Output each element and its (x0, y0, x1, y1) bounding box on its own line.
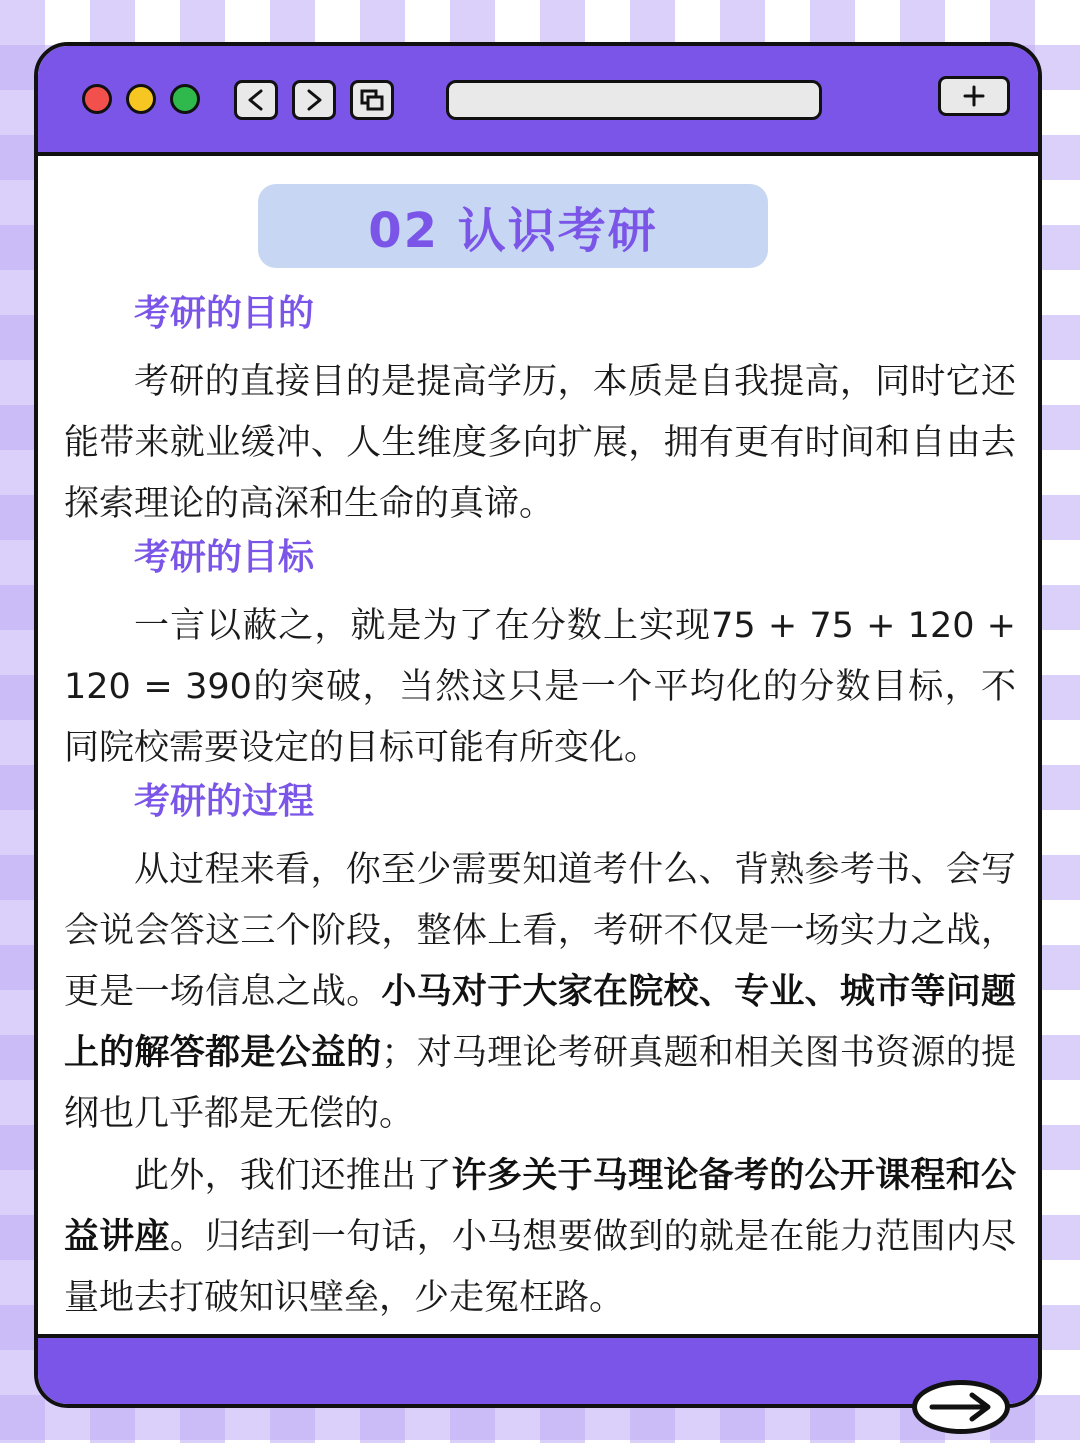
minimize-window-dot[interactable] (126, 84, 156, 114)
browser-window (34, 42, 1042, 1408)
section-heading-purpose: 考研的目的 (134, 293, 315, 334)
plus-icon (962, 84, 986, 108)
paragraph-text: 从过程来看，你至少需要知道考什么、背熟参考书、会写会说会答这三个阶段，整体上看，考研不仅是一场实力之战，更是一场信息之战。 (64, 850, 1016, 1012)
chevron-left-icon (245, 88, 267, 112)
section-paragraph (64, 840, 1016, 1145)
next-page-button[interactable] (912, 1380, 1010, 1434)
page-title: 02 认识考研 (258, 184, 768, 268)
new-tab-button[interactable] (938, 76, 1010, 116)
forward-button[interactable] (292, 80, 336, 120)
section-heading-goal: 考研的目标 (134, 537, 315, 578)
section-paragraph (64, 352, 1016, 535)
section-paragraph (64, 1146, 1016, 1329)
section-paragraph (64, 596, 1016, 779)
paragraph-text: ；对马理论考研真题和相关图书资源的提纲也几乎都是无偿的。 (64, 1033, 1016, 1134)
paragraph-text: 。归结到一句话，小马想要做到的就是在能力范围内尽量地去打破知识壁垒，少走冤枉路。 (64, 1217, 1016, 1318)
tabs-button[interactable] (350, 80, 394, 120)
paragraph-text: 此外，我们还推出了 (134, 1156, 452, 1196)
paragraph-text: 一言以蔽之，就是为了在分数上实现75 + 75 + 120 + 120 = 390的突破，当然这只是一个平均化的分数目标，不同院校需要设定的目标可能有所变化。 (64, 606, 1016, 768)
paragraph-text: 考研的直接目的是提高学历，本质是自我提高，同时它还能带来就业缓冲、人生维度多向扩展，拥有更有时间和自由去探索理论的高深和生命的真谛。 (64, 362, 1016, 524)
paragraph-emphasis: 小马对于大家在院校、专业、城市等问题上的解答都是公益的 (64, 972, 1016, 1073)
browser-titlebar (38, 46, 1038, 156)
chevron-right-icon (303, 88, 325, 112)
section-heading-process: 考研的过程 (134, 781, 315, 822)
close-window-dot[interactable] (82, 84, 112, 114)
arrow-right-icon (926, 1390, 996, 1424)
tabs-icon (359, 88, 385, 112)
back-button[interactable] (234, 80, 278, 120)
maximize-window-dot[interactable] (170, 84, 200, 114)
address-bar[interactable] (446, 80, 822, 120)
paragraph-emphasis: 许多关于马理论备考的公开课程和公益讲座 (64, 1156, 1016, 1257)
browser-footer (38, 1334, 1038, 1404)
